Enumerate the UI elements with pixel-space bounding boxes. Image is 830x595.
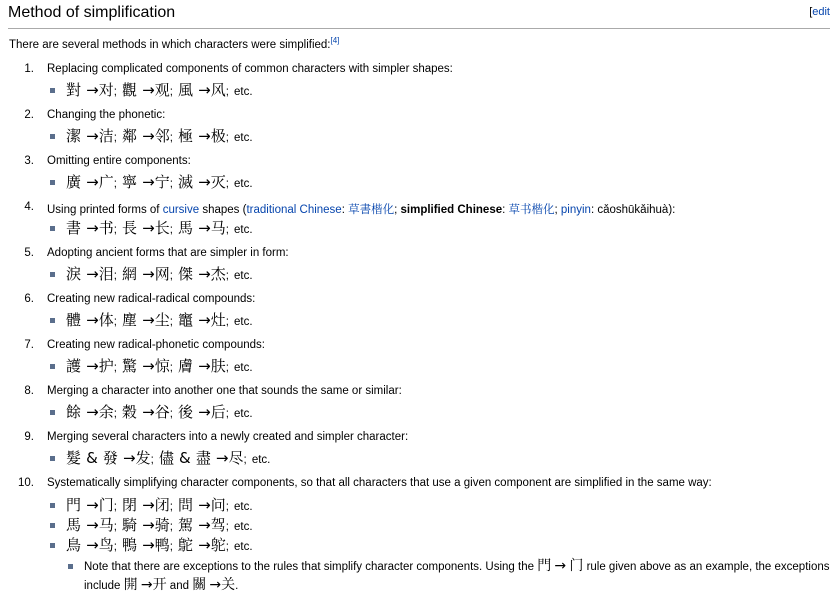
arrow-icon: → <box>142 173 155 191</box>
traditional-char: 驚 <box>122 357 138 375</box>
etc-label: etc. <box>234 521 253 533</box>
example-row <box>0 448 270 468</box>
separator: ; <box>113 270 117 282</box>
separator: ; <box>113 316 117 328</box>
simplified-char: 杰 <box>210 265 226 283</box>
arrow-icon: → <box>198 311 211 329</box>
traditional-char: 塵 <box>122 311 138 329</box>
separator: ; <box>169 501 173 513</box>
simplified-char: 惊 <box>154 357 170 375</box>
arrow-icon: → <box>86 81 99 99</box>
arrow-icon: → <box>86 127 99 145</box>
separator: ; <box>225 541 229 553</box>
method-item <box>0 106 830 152</box>
separator: ; <box>113 178 117 190</box>
bullet-icon <box>50 410 55 415</box>
arrow-icon: → <box>86 516 99 534</box>
examples-list <box>0 356 253 376</box>
bullet-icon <box>50 523 55 528</box>
example-row <box>0 172 253 192</box>
simplified-term-link[interactable]: 草书楷化 <box>508 204 555 216</box>
bullet-icon <box>50 226 55 231</box>
bullet-icon <box>50 364 55 369</box>
method-number: 4. <box>24 201 34 213</box>
simplified-char: 驾 <box>210 516 226 534</box>
traditional-char: 潔 <box>66 127 82 145</box>
method-item <box>0 60 830 106</box>
separator: ; <box>150 454 154 466</box>
method-description <box>47 385 402 397</box>
reference-link[interactable]: [4] <box>330 36 340 46</box>
method-description <box>47 63 453 75</box>
description-text: Creating new radical-radical compounds: <box>47 293 256 305</box>
method-description <box>47 155 191 167</box>
simplified-char: 问 <box>210 496 226 514</box>
method-item <box>0 244 830 290</box>
etc-label: etc. <box>234 270 253 282</box>
arrow-icon: → <box>142 311 155 329</box>
examples-list <box>0 264 253 284</box>
simplified-char: 余 <box>98 403 114 421</box>
separator: ; <box>113 362 117 374</box>
simplified-char: 闭 <box>154 496 170 514</box>
traditional-char: 儘 <box>158 449 174 467</box>
etc-label: etc. <box>234 86 253 98</box>
simplified-char: 门 <box>569 558 584 574</box>
traditional-char: 關 <box>192 577 207 593</box>
traditional-char: 廣 <box>66 173 82 191</box>
section-heading <box>8 2 830 29</box>
traditional-char: 觀 <box>122 81 138 99</box>
traditional-char: 護 <box>66 357 82 375</box>
method-item <box>0 198 830 244</box>
separator: ; <box>225 501 229 513</box>
separator: ; <box>169 224 173 236</box>
traditional-char: 寧 <box>122 173 138 191</box>
arrow-icon: → <box>198 496 211 514</box>
simplified-char: 护 <box>98 357 114 375</box>
separator: ; <box>169 86 173 98</box>
simplified-char: 邻 <box>154 127 170 145</box>
example-row <box>0 310 253 330</box>
bullet-icon <box>50 543 55 548</box>
method-number: 8. <box>24 385 34 397</box>
traditional-char: 對 <box>66 81 82 99</box>
arrow-icon: → <box>123 449 136 467</box>
etc-label: etc. <box>234 501 253 513</box>
arrow-icon: → <box>86 403 99 421</box>
examples-list <box>0 172 253 192</box>
separator: ; <box>113 408 117 420</box>
traditional-char: 傑 <box>178 265 194 283</box>
traditional-char: 極 <box>178 127 194 145</box>
intro-paragraph <box>9 36 340 51</box>
section-title: Method of simplification <box>8 4 176 21</box>
separator: ; <box>113 541 117 553</box>
separator: ; <box>169 316 173 328</box>
ampersand: & <box>179 449 191 467</box>
bullet-icon <box>68 564 73 569</box>
edit-link-wrapper: [edit <box>809 6 830 18</box>
arrow-icon: → <box>86 265 99 283</box>
example-row <box>0 402 253 422</box>
exception-note <box>0 557 830 595</box>
simplified-char: 尘 <box>154 311 170 329</box>
method-number: 5. <box>24 247 34 259</box>
simplified-char: 鸭 <box>154 536 170 554</box>
simplified-char: 洁 <box>98 127 114 145</box>
separator: ; <box>169 362 173 374</box>
separator: ; <box>113 132 117 144</box>
traditional-char: 體 <box>66 311 82 329</box>
pinyin-value: cǎoshūkǎihuà <box>597 204 669 216</box>
arrow-icon: → <box>142 127 155 145</box>
traditional-char: 馬 <box>178 219 194 237</box>
examples-list <box>0 310 253 330</box>
description-text: Merging a character into another one that sounds the same or similar: <box>47 385 402 397</box>
simplified-char: 鸵 <box>210 536 226 554</box>
simplified-char: 书 <box>98 219 114 237</box>
traditional-char: 後 <box>178 403 194 421</box>
traditional-char: 穀 <box>122 403 138 421</box>
separator: ; <box>113 521 117 533</box>
bullet-icon <box>50 272 55 277</box>
example-row <box>0 218 253 238</box>
arrow-icon: → <box>198 516 211 534</box>
description-text: Adopting ancient forms that are simpler in form: <box>47 247 289 259</box>
traditional-char: 淚 <box>66 265 82 283</box>
simplified-char: 泪 <box>98 265 114 283</box>
traditional-char: 馬 <box>66 516 82 534</box>
example-row <box>0 356 253 376</box>
separator: ; <box>169 541 173 553</box>
traditional-char: 問 <box>178 496 194 514</box>
separator: ; <box>225 86 229 98</box>
method-number: 3. <box>24 155 34 167</box>
separator: ; <box>113 224 117 236</box>
description-text: shapes ( <box>202 204 247 216</box>
method-description <box>47 247 289 259</box>
arrow-icon: → <box>554 558 567 574</box>
separator: ; <box>225 521 229 533</box>
bullet-icon <box>50 134 55 139</box>
arrow-icon: → <box>142 403 155 421</box>
bullet-icon <box>50 88 55 93</box>
simplified-char: 肤 <box>210 357 226 375</box>
note-text: . <box>235 580 239 592</box>
arrow-icon: → <box>198 265 211 283</box>
traditional-char: 鴕 <box>178 536 194 554</box>
traditional-char: 門 <box>537 558 552 574</box>
arrow-icon: → <box>86 173 99 191</box>
note-text: Note that there are exceptions to the rules that simplify character components. Using the <box>84 561 535 573</box>
method-item <box>0 428 830 474</box>
method-description <box>47 477 712 489</box>
arrow-icon: → <box>142 265 155 283</box>
method-item <box>0 336 830 382</box>
method-description: Using printed forms of cursive shapes (traditional Chinese: 草書楷化; simplified Chinese: 草书楷化; pinyin: cǎoshūkǎihuà): <box>47 204 676 216</box>
edit-link[interactable]: edit <box>812 6 830 18</box>
traditional-char: 閉 <box>122 496 138 514</box>
arrow-icon: → <box>198 357 211 375</box>
description-text: Using printed forms of <box>47 204 160 216</box>
method-number: 10. <box>18 477 34 489</box>
example-row <box>0 126 253 146</box>
example-row <box>0 495 830 515</box>
method-description <box>47 293 255 305</box>
bullet-icon <box>50 180 55 185</box>
traditional-char: 竈 <box>178 311 194 329</box>
arrow-icon: → <box>86 311 99 329</box>
simplified-char: 体 <box>98 311 114 329</box>
arrow-icon: → <box>198 173 211 191</box>
intro-text: There are several methods in which characters were simplified: <box>9 39 331 51</box>
arrow-icon: → <box>142 516 155 534</box>
simplified-char: 谷 <box>154 403 170 421</box>
simplified-char: 门 <box>98 496 114 514</box>
traditional-chinese-link[interactable]: traditional Chinese <box>246 204 342 216</box>
arrow-icon: → <box>86 536 99 554</box>
method-number: 6. <box>24 293 34 305</box>
traditional-char: 鄰 <box>122 127 138 145</box>
pinyin-link[interactable]: pinyin <box>560 204 591 216</box>
separator: ; <box>113 501 117 513</box>
traditional-char: 長 <box>122 219 138 237</box>
examples-list <box>0 448 270 468</box>
traditional-char: 鴨 <box>122 536 138 554</box>
simplified-char: 网 <box>154 265 170 283</box>
ampersand: & <box>86 449 98 467</box>
separator: ; <box>225 132 229 144</box>
arrow-icon: → <box>86 357 99 375</box>
separator: ; <box>169 178 173 190</box>
traditional-term-link[interactable]: 草書楷化 <box>348 204 395 216</box>
traditional-char: 門 <box>66 496 82 514</box>
simplified-char: 长 <box>154 219 170 237</box>
arrow-icon: → <box>142 81 155 99</box>
bullet-icon <box>50 318 55 323</box>
arrow-icon: → <box>198 536 211 554</box>
separator: ; <box>243 454 247 466</box>
simplified-char: 宁 <box>154 173 170 191</box>
description-text: Merging several characters into a newly created and simpler character: <box>47 431 409 443</box>
method-number: 9. <box>24 431 34 443</box>
separator: ; <box>169 132 173 144</box>
examples-list <box>0 402 253 422</box>
simplified-char: 灶 <box>210 311 226 329</box>
traditional-char: 膚 <box>178 357 194 375</box>
separator: ; <box>169 521 173 533</box>
etc-label: etc. <box>234 541 253 553</box>
example-row <box>0 80 253 100</box>
separator: ; <box>113 86 117 98</box>
separator: ; <box>225 178 229 190</box>
description-text: ): <box>668 204 676 216</box>
examples-list <box>0 126 253 146</box>
method-item <box>0 382 830 428</box>
methods-list <box>0 60 830 593</box>
method-number: 1. <box>24 63 34 75</box>
arrow-icon: → <box>215 449 229 467</box>
simplified-char: 广 <box>98 173 114 191</box>
arrow-icon: → <box>142 496 155 514</box>
arrow-icon: → <box>142 536 155 554</box>
description-text: Systematically simplifying character components, so that all characters that use a given component are simplified in the same way: <box>47 477 712 489</box>
traditional-char: 書 <box>66 219 82 237</box>
traditional-char: 髮 <box>66 449 82 467</box>
traditional-char: 網 <box>122 265 138 283</box>
arrow-icon: → <box>198 403 211 421</box>
separator: ; <box>225 316 229 328</box>
method-item <box>0 152 830 198</box>
separator: ; <box>225 408 229 420</box>
etc-label: etc. <box>234 178 253 190</box>
simplified-char: 马 <box>98 516 114 534</box>
description-text: Omitting entire components: <box>47 155 191 167</box>
traditional-char: 駕 <box>178 516 194 534</box>
simplified-char: 关 <box>221 577 236 593</box>
traditional-char: 鳥 <box>66 536 82 554</box>
simplified-char: 鸟 <box>98 536 114 554</box>
arrow-icon: → <box>198 219 211 237</box>
separator: ; <box>225 224 229 236</box>
bullet-icon <box>50 456 55 461</box>
simplified-char: 开 <box>152 577 167 593</box>
simplified-char: 骑 <box>154 516 170 534</box>
simplified-chinese-label: simplified Chinese <box>400 204 503 216</box>
simplified-char: 风 <box>210 81 226 99</box>
etc-label: etc. <box>234 316 253 328</box>
cursive-link[interactable]: cursive <box>162 204 200 216</box>
example-row <box>0 264 253 284</box>
description-text: Changing the phonetic: <box>47 109 166 121</box>
traditional-char: 滅 <box>178 173 194 191</box>
traditional-char: 風 <box>178 81 194 99</box>
method-description <box>47 431 408 443</box>
note-text: and <box>169 580 189 592</box>
arrow-icon: → <box>140 577 153 593</box>
method-description <box>47 109 165 121</box>
note-text: rule given above as an example, the exceptions include <box>84 561 830 592</box>
arrow-icon: → <box>142 219 155 237</box>
traditional-char: 餘 <box>66 403 82 421</box>
simplified-char: 后 <box>210 403 226 421</box>
simplified-char: 灭 <box>210 173 226 191</box>
arrow-icon: → <box>209 577 222 593</box>
method-number: 7. <box>24 339 34 351</box>
simplified-char: 发 <box>135 449 151 467</box>
separator: ; <box>225 362 229 374</box>
description-text: Creating new radical-phonetic compounds: <box>47 339 265 351</box>
simplified-char: 马 <box>210 219 226 237</box>
examples-list <box>0 495 830 595</box>
arrow-icon: → <box>86 496 99 514</box>
examples-list <box>0 218 253 238</box>
method-description <box>47 339 265 351</box>
traditional-char: 發 <box>102 449 118 467</box>
arrow-icon: → <box>198 127 211 145</box>
example-row <box>0 535 830 555</box>
simplified-char: 尽 <box>228 449 244 467</box>
arrow-icon: → <box>86 219 99 237</box>
separator: ; <box>225 270 229 282</box>
method-item <box>0 290 830 336</box>
traditional-char: 騎 <box>122 516 138 534</box>
arrow-icon: → <box>198 81 211 99</box>
arrow-icon: → <box>142 357 155 375</box>
example-row <box>0 515 830 535</box>
traditional-char: 盡 <box>195 449 211 467</box>
separator: ; <box>169 408 173 420</box>
etc-label: etc. <box>234 408 253 420</box>
simplified-char: 对 <box>98 81 114 99</box>
etc-label: etc. <box>234 224 253 236</box>
description-text: Replacing complicated components of common characters with simpler shapes: <box>47 63 453 75</box>
traditional-char: 開 <box>123 577 138 593</box>
method-number: 2. <box>24 109 34 121</box>
etc-label: etc. <box>251 454 271 466</box>
simplified-char: 观 <box>154 81 170 99</box>
etc-label: etc. <box>234 362 253 374</box>
etc-label: etc. <box>234 132 253 144</box>
simplified-char: 极 <box>210 127 226 145</box>
bullet-icon <box>50 503 55 508</box>
separator: ; <box>169 270 173 282</box>
examples-list <box>0 80 253 100</box>
